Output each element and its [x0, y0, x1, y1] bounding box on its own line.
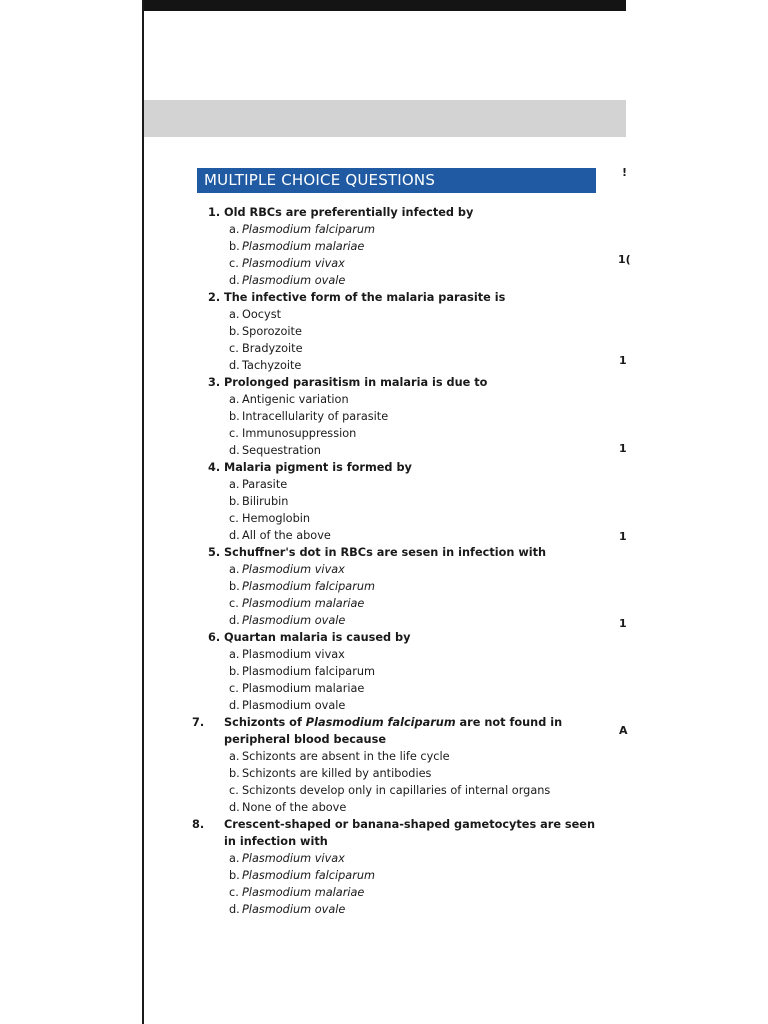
option-a: a. Plasmodium vivax — [229, 563, 345, 576]
grey-header-band — [144, 100, 626, 137]
question-number: 7. — [192, 716, 205, 729]
option-d: d. Plasmodium ovale — [229, 274, 346, 287]
option-c: c. Hemoglobin — [229, 512, 311, 525]
option-b: b. Plasmodium falciparum — [229, 869, 376, 882]
question-3 — [208, 374, 606, 459]
option-d: d. Plasmodium ovale — [229, 903, 346, 916]
option-c: c. Plasmodium malariae — [229, 886, 365, 899]
question-7 — [192, 714, 606, 816]
edge-mark: 1 — [619, 354, 627, 367]
option-a: a. Schizonts are absent in the life cycle — [229, 750, 450, 763]
section-title: MULTIPLE CHOICE QUESTIONS — [204, 171, 436, 189]
question-text: Schuffner's dot in RBCs are sesen in infection with — [224, 546, 547, 559]
question-text: Schizonts of Plasmodium falciparum are not found in peripheral blood because — [224, 716, 563, 746]
question-number: 8. — [192, 818, 205, 831]
option-c: c. Schizonts develop only in capillaries of internal organs — [229, 784, 551, 797]
option-a: a. Parasite — [229, 478, 288, 491]
option-a: a. Plasmodium vivax — [229, 852, 345, 865]
question-number: 2. — [208, 291, 221, 304]
question-text: Quartan malaria is caused by — [224, 631, 411, 644]
option-c: c. Bradyzoite — [229, 342, 303, 355]
option-b: b. Plasmodium falciparum — [229, 580, 376, 593]
question-text: Prolonged parasitism in malaria is due to — [224, 376, 488, 389]
option-a: a. Plasmodium falciparum — [229, 223, 376, 236]
edge-mark: 1 — [619, 530, 627, 543]
option-b: b. Sporozoite — [229, 325, 302, 338]
question-4 — [208, 459, 606, 544]
question-text: Old RBCs are preferentially infected by — [224, 206, 474, 219]
question-8 — [192, 816, 606, 918]
option-d: d. Plasmodium ovale — [229, 699, 346, 712]
option-b: b. Plasmodium malariae — [229, 240, 365, 253]
question-list — [192, 204, 606, 918]
option-d: d. All of the above — [229, 529, 331, 542]
option-d: d. None of the above — [229, 801, 347, 814]
question-number: 3. — [208, 376, 221, 389]
option-c: c. Immunosuppression — [229, 427, 357, 440]
edge-mark: ! — [622, 166, 628, 179]
option-c: c. Plasmodium vivax — [229, 257, 345, 270]
section-header — [197, 168, 596, 193]
edge-mark: 1( — [618, 253, 631, 266]
option-b: b. Schizonts are killed by antibodies — [229, 767, 432, 780]
question-5 — [208, 544, 606, 629]
question-number: 1. — [208, 206, 221, 219]
question-number: 5. — [208, 546, 221, 559]
question-2 — [208, 289, 606, 374]
top-black-bar — [143, 0, 626, 11]
option-d: d. Tachyzoite — [229, 359, 302, 372]
question-1 — [208, 204, 606, 289]
option-b: b. Bilirubin — [229, 495, 289, 508]
question-text: The infective form of the malaria parasite is — [224, 291, 506, 304]
option-b: b. Intracellularity of parasite — [229, 410, 389, 423]
option-c: c. Plasmodium malariae — [229, 597, 365, 610]
question-text: Crescent-shaped or banana-shaped gametocytes are seen in infection with — [224, 818, 596, 848]
edge-mark: 1 — [619, 617, 627, 630]
option-a: a. Oocyst — [229, 308, 282, 321]
question-number: 4. — [208, 461, 221, 474]
question-6 — [208, 629, 606, 714]
option-a: a. Plasmodium vivax — [229, 648, 345, 661]
question-text: Malaria pigment is formed by — [224, 461, 412, 474]
edge-mark: A — [619, 724, 628, 737]
option-d: d. Sequestration — [229, 444, 321, 457]
question-number: 6. — [208, 631, 221, 644]
option-a: a. Antigenic variation — [229, 393, 349, 406]
edge-mark: 1 — [619, 442, 627, 455]
option-d: d. Plasmodium ovale — [229, 614, 346, 627]
option-c: c. Plasmodium malariae — [229, 682, 365, 695]
option-b: b. Plasmodium falciparum — [229, 665, 376, 678]
